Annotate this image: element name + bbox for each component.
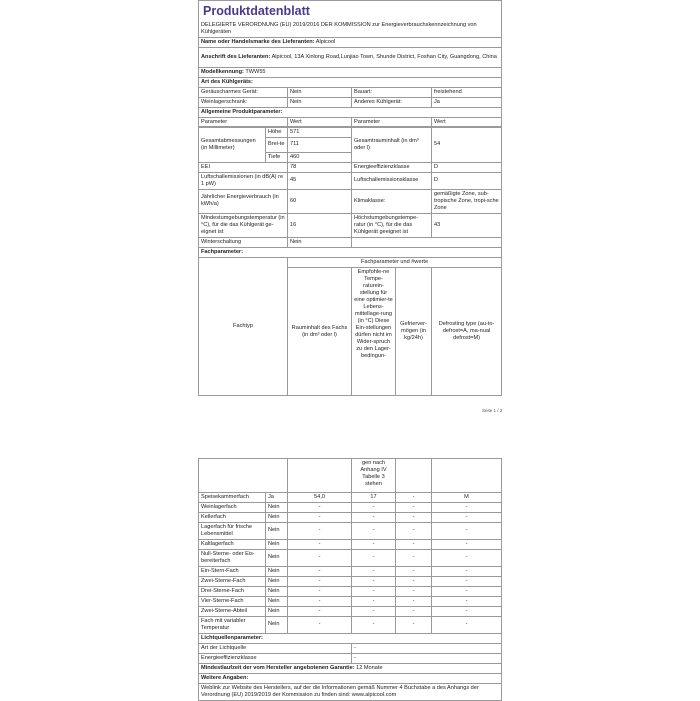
type-row bbox=[199, 87, 502, 97]
compartment-temperature: - bbox=[352, 539, 396, 549]
page-number: Seite 1 / 2 bbox=[482, 408, 503, 413]
compartment-freeze: - bbox=[396, 606, 432, 616]
supplier-label: Name oder Handelsmarke des Lieferanten: bbox=[201, 38, 315, 45]
compartment-row bbox=[199, 616, 502, 633]
warranty-row bbox=[199, 664, 502, 674]
compartment-freeze: - bbox=[396, 522, 432, 539]
compartment-name: Drei-Sterne-Fach bbox=[199, 586, 266, 596]
compartment-row bbox=[199, 576, 502, 586]
dimensions-table bbox=[198, 127, 502, 258]
compartment-row bbox=[199, 493, 502, 503]
dimensions-label: Gesamtabmessungen (in Millimeter) bbox=[199, 127, 266, 162]
compartment-defrost: - bbox=[432, 502, 502, 512]
compartment-freeze: - bbox=[396, 566, 432, 576]
compartment-temperature: - bbox=[352, 596, 396, 606]
type-heading: Art des Kühlgeräts: bbox=[199, 77, 502, 87]
type-value: Ja bbox=[432, 97, 502, 107]
compartment-name: Lagerfach für frische Lebensmittel bbox=[199, 522, 266, 539]
compartment-volume: - bbox=[288, 549, 352, 566]
param-value: D bbox=[432, 162, 502, 172]
compartment-yes-no: Nein bbox=[266, 596, 288, 606]
compartment-temperature: - bbox=[352, 549, 396, 566]
type-row bbox=[199, 97, 502, 107]
freeze-header: Gefrierver-mögen (in kg/24h) bbox=[396, 268, 432, 396]
compartment-row bbox=[199, 502, 502, 512]
compartment-row bbox=[199, 539, 502, 549]
compartment-volume: - bbox=[288, 502, 352, 512]
model-value: TWW55 bbox=[245, 68, 266, 75]
compartment-yes-no: Nein bbox=[266, 512, 288, 522]
compartment-volume: - bbox=[288, 512, 352, 522]
defrost-header: Defrosting type (au-to-defrost=A, ma-nual defrost=M) bbox=[432, 268, 502, 396]
width-label: Brei-te bbox=[266, 137, 288, 152]
param-label: Klimaklasse: bbox=[352, 189, 432, 213]
light-row bbox=[199, 654, 502, 664]
param-value: 60 bbox=[288, 189, 352, 213]
param-value: D bbox=[432, 172, 502, 189]
compartment-temperature: - bbox=[352, 616, 396, 633]
warranty-value: 12 Monate bbox=[356, 665, 383, 672]
light-label: Energieeffizienzklasse bbox=[199, 654, 352, 664]
datasheet-table bbox=[198, 0, 502, 127]
volume-header: Rauminhalt des Fachs (in dm³ oder l) bbox=[288, 268, 352, 396]
volume-value: 54 bbox=[432, 127, 502, 162]
compartment-yes-no: Nein bbox=[266, 586, 288, 596]
compartment-volume: - bbox=[288, 596, 352, 606]
compartment-volume: - bbox=[288, 576, 352, 586]
compartment-freeze: - bbox=[396, 586, 432, 596]
address-value: Alpicool, 13A Xinlong Road,Lunjiao Town, Shunde District, Foshan City, Guangdong, China bbox=[271, 53, 497, 60]
compartment-freeze: - bbox=[396, 502, 432, 512]
compartment-row bbox=[199, 522, 502, 539]
param-label: EEI bbox=[199, 162, 288, 172]
compartment-row bbox=[199, 586, 502, 596]
regulation-text: DELEGIERTE VERORDNUNG (EU) 2019/2016 DER KOMMISSION zur Energieverbrauchskennzeichnung von Kühlgeräten bbox=[199, 21, 502, 37]
compartment-volume: - bbox=[288, 539, 352, 549]
supplier-row bbox=[199, 37, 502, 47]
type-value: Nein bbox=[288, 87, 352, 97]
temperature-header: Empfohle-ne Tempe-raturein-stellung für eine optimier-te Lebens-mittellage-rung (in °C) Diese Ein-stellungen dürfen nicht im Wider-spruch zu den Lager-bedingun- bbox=[352, 268, 396, 396]
compartment-freeze: - bbox=[396, 576, 432, 586]
light-value: - bbox=[352, 654, 502, 664]
compartment-yes-no: Nein bbox=[266, 576, 288, 586]
compartment-row bbox=[199, 596, 502, 606]
fachtyp-header: Fachtyp bbox=[199, 258, 288, 396]
compartment-defrost: - bbox=[432, 606, 502, 616]
light-heading: Lichtquellenparameter: bbox=[199, 634, 502, 644]
height-value: 571 bbox=[288, 127, 352, 137]
compartment-defrost: - bbox=[432, 616, 502, 633]
compartment-freeze: - bbox=[396, 539, 432, 549]
compartment-temperature: - bbox=[352, 606, 396, 616]
param-label: Luftschallemissionen (in dB(A) re 1 pW) bbox=[199, 172, 288, 189]
compartment-yes-no: Nein bbox=[266, 522, 288, 539]
compartment-temperature: - bbox=[352, 586, 396, 596]
compartment-yes-no: Nein bbox=[266, 539, 288, 549]
datasheet-page-1 bbox=[198, 0, 501, 396]
compartment-freeze: - bbox=[396, 549, 432, 566]
compartment-temperature: - bbox=[352, 512, 396, 522]
further-text: Weblink zur Website des Herstellers, auf der die Informationen gemäß Nummer 4 Buchstabe a des Anhangs der Verordnung (EU) 2019/2019 der Kommission zu finden sind: www.alpicool.com bbox=[199, 684, 502, 701]
datasheet-page-2 bbox=[198, 458, 501, 701]
compartment-volume: - bbox=[288, 616, 352, 633]
depth-label: Tiefe bbox=[266, 152, 288, 162]
compartment-volume: - bbox=[288, 522, 352, 539]
compartment-temperature: - bbox=[352, 502, 396, 512]
further-heading: Weitere Angaben: bbox=[199, 674, 502, 684]
compartment-volume: - bbox=[288, 566, 352, 576]
compartment-defrost: - bbox=[432, 586, 502, 596]
address-row bbox=[199, 47, 502, 67]
address-label: Anschrift des Lieferanten: bbox=[201, 53, 271, 60]
compartment-header-table bbox=[198, 257, 502, 396]
depth-value: 460 bbox=[288, 152, 352, 162]
model-label: Modellkennung: bbox=[201, 68, 244, 75]
compartment-name: Zwei-Sterne-Fach bbox=[199, 576, 266, 586]
compartment-yes-no: Ja bbox=[266, 493, 288, 503]
compartment-name: Kaltlagerfach bbox=[199, 539, 266, 549]
light-label: Art der Lichtquelle bbox=[199, 644, 352, 654]
compartment-row bbox=[199, 606, 502, 616]
compartment-name: Zwei-Sterne-Abteil bbox=[199, 606, 266, 616]
light-row bbox=[199, 644, 502, 654]
compartment-name: Fach mit variabler Temperatur bbox=[199, 616, 266, 633]
compartment-name: Kellerfach bbox=[199, 512, 266, 522]
type-value: Nein bbox=[288, 97, 352, 107]
type-label: Weinlagerschrank: bbox=[199, 97, 288, 107]
compartment-defrost: - bbox=[432, 512, 502, 522]
compartment-name: Weinlagerfach bbox=[199, 502, 266, 512]
compartment-defrost: - bbox=[432, 566, 502, 576]
compartment-volume: 54,0 bbox=[288, 493, 352, 503]
param-header: Parameter bbox=[199, 117, 288, 127]
compartment-defrost: - bbox=[432, 539, 502, 549]
compartment-yes-no: Nein bbox=[266, 616, 288, 633]
model-row bbox=[199, 67, 502, 77]
value-header: Wert bbox=[432, 117, 502, 127]
winter-row bbox=[199, 237, 502, 247]
compartment-defrost: - bbox=[432, 522, 502, 539]
compartment-name: Speisekammerfach bbox=[199, 493, 266, 503]
warranty-label: Mindestlaufzeit der vom Hersteller angebotenen Garantie: bbox=[201, 665, 355, 672]
param-row bbox=[199, 162, 502, 172]
compartment-name: Vier-Sterne-Fach bbox=[199, 596, 266, 606]
compartment-table bbox=[198, 458, 502, 634]
param-value: 16 bbox=[288, 213, 352, 237]
compartment-volume: - bbox=[288, 606, 352, 616]
compartment-row bbox=[199, 549, 502, 566]
light-value: - bbox=[352, 644, 502, 654]
compartment-temperature: - bbox=[352, 566, 396, 576]
compartment-row bbox=[199, 566, 502, 576]
empty-cell bbox=[432, 459, 502, 493]
compartment-defrost: - bbox=[432, 576, 502, 586]
temperature-header-cont: gen nach Anhang IV Tabelle 3 stehen bbox=[352, 459, 396, 493]
param-label: Luftschallemissionsklasse bbox=[352, 172, 432, 189]
param-label: Energieeffizienzklasse bbox=[352, 162, 432, 172]
compartment-yes-no: Nein bbox=[266, 502, 288, 512]
type-label: Bauart: bbox=[352, 87, 432, 97]
param-value: 78 bbox=[288, 162, 352, 172]
param-value: gemäßigte Zone, sub-tropische Zone, tropi-sche Zone bbox=[432, 189, 502, 213]
param-label: Jährlicher Energieverbrauch (in kWh/a) bbox=[199, 189, 288, 213]
compartment-name: Null-Sterne- oder Eis-bereiterfach bbox=[199, 549, 266, 566]
compartment-group-header: Fachparameter und #werte bbox=[288, 258, 502, 268]
param-label: Höchstumgebungstempe-ratur (in °C), für die das Kühlgerät geeignet ist bbox=[352, 213, 432, 237]
compartment-defrost: - bbox=[432, 549, 502, 566]
supplier-value: Alpicool bbox=[315, 38, 336, 45]
compartment-yes-no: Nein bbox=[266, 549, 288, 566]
compartment-freeze: - bbox=[396, 596, 432, 606]
compartment-heading: Fachparameter: bbox=[199, 247, 502, 257]
compartment-temperature: - bbox=[352, 522, 396, 539]
compartment-name: Ein-Stern-Fach bbox=[199, 566, 266, 576]
type-value: freistehend bbox=[432, 87, 502, 97]
compartment-freeze: - bbox=[396, 512, 432, 522]
width-value: 711 bbox=[288, 137, 352, 152]
compartment-yes-no: Nein bbox=[266, 566, 288, 576]
empty-cell bbox=[396, 459, 432, 493]
compartment-volume: - bbox=[288, 586, 352, 596]
param-row bbox=[199, 172, 502, 189]
type-label: Anderes Kühlgerät: bbox=[352, 97, 432, 107]
compartment-temperature: - bbox=[352, 576, 396, 586]
param-label: Mindestumgebungstemperatur (in °C), für die das Kühlgerät ge-eignet ist bbox=[199, 213, 288, 237]
page-title: Produktdatenblatt bbox=[203, 4, 310, 18]
compartment-yes-no: Nein bbox=[266, 606, 288, 616]
compartment-freeze: - bbox=[396, 616, 432, 633]
type-label: Geräuscharmes Gerät: bbox=[199, 87, 288, 97]
volume-label: Gesamtrauminhalt (in dm³ oder l) bbox=[352, 127, 432, 162]
height-label: Höhe bbox=[266, 127, 288, 137]
param-row bbox=[199, 189, 502, 213]
winter-value: Nein bbox=[288, 237, 352, 247]
compartment-defrost: M bbox=[432, 493, 502, 503]
param-value: 43 bbox=[432, 213, 502, 237]
compartment-row bbox=[199, 512, 502, 522]
compartment-freeze: - bbox=[396, 493, 432, 503]
compartment-defrost: - bbox=[432, 596, 502, 606]
empty-cell bbox=[288, 459, 352, 493]
param-row bbox=[199, 213, 502, 237]
param-header-row bbox=[199, 117, 502, 127]
winter-label: Winterschaltung bbox=[199, 237, 288, 247]
light-table bbox=[198, 633, 502, 701]
value-header: Wert bbox=[288, 117, 352, 127]
empty-cell bbox=[199, 459, 288, 493]
compartment-temperature: 17 bbox=[352, 493, 396, 503]
param-value: 45 bbox=[288, 172, 352, 189]
param-header: Parameter bbox=[352, 117, 432, 127]
empty-cell bbox=[352, 237, 502, 247]
general-heading: Allgemeine Produktparameter: bbox=[199, 107, 502, 117]
